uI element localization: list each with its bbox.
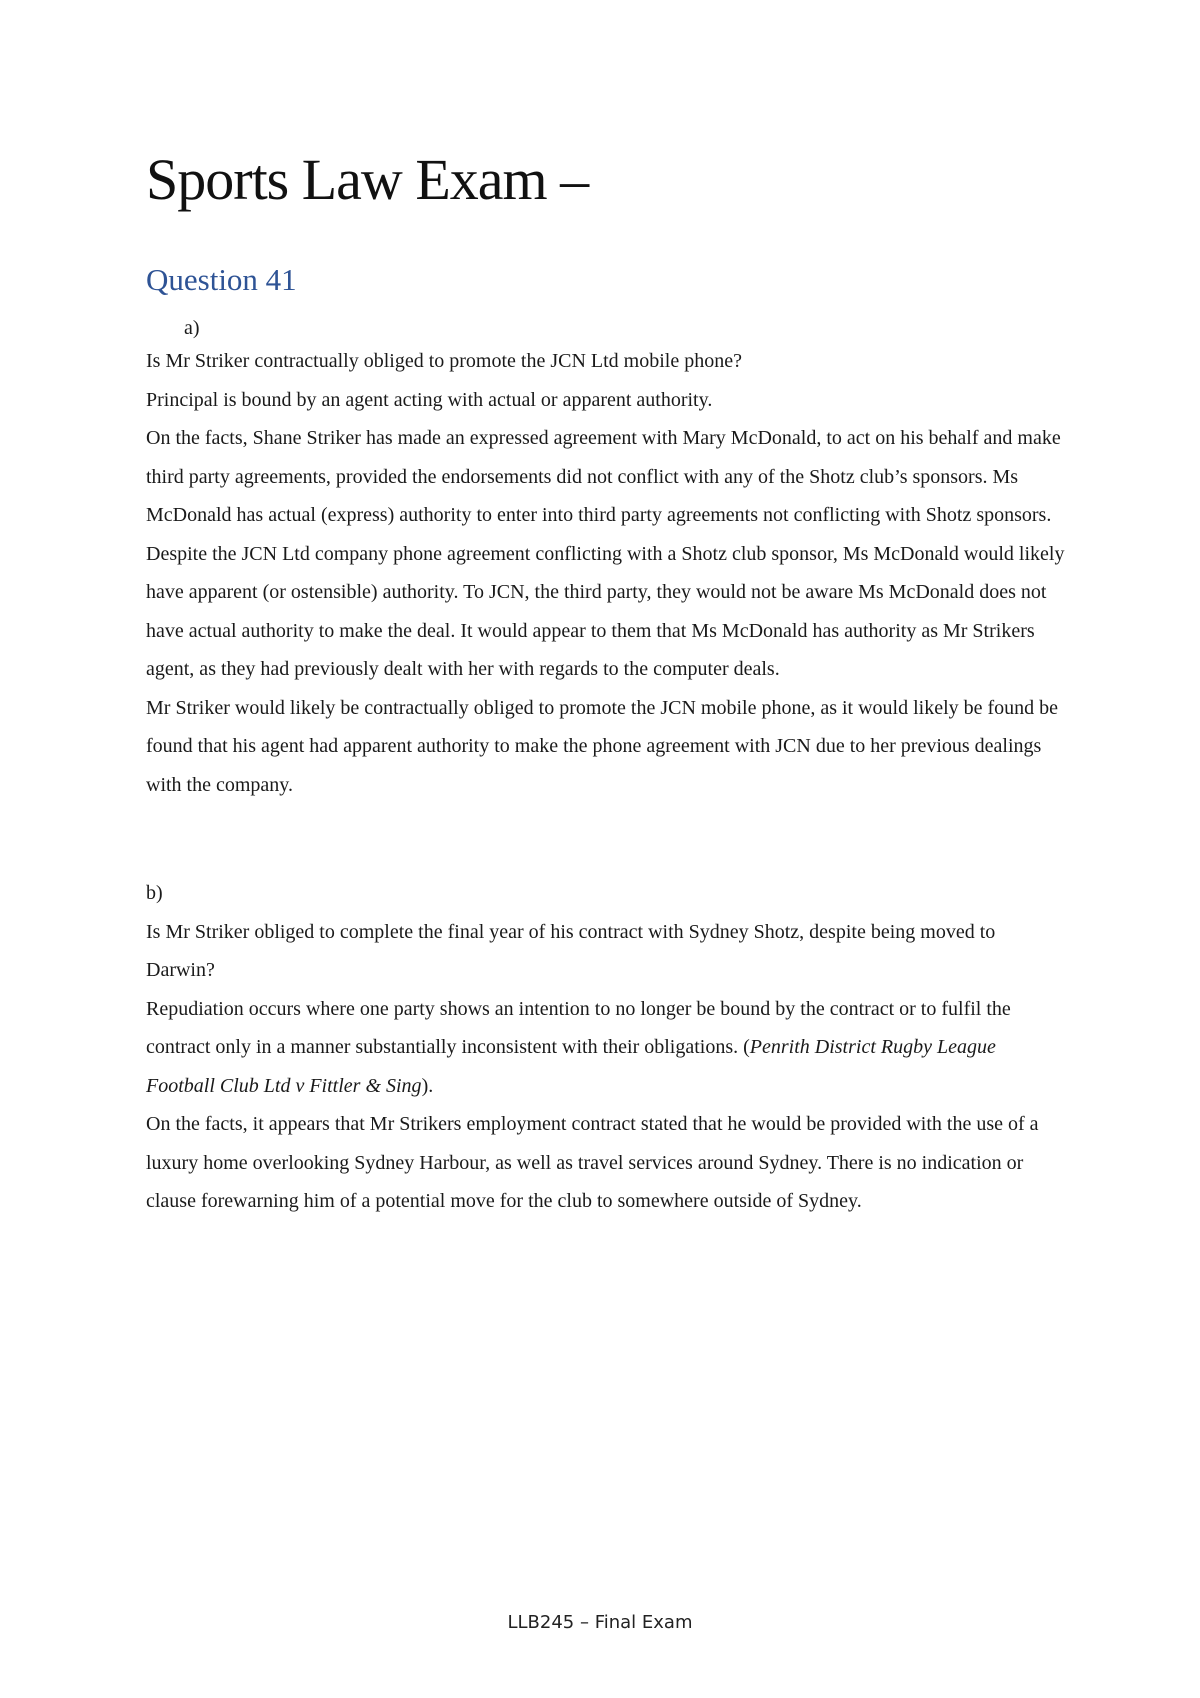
part-a-label: a)	[184, 317, 200, 339]
part-a-question: Is Mr Striker contractually obliged to promote the JCN Ltd mobile phone?	[146, 350, 742, 372]
part-b-repudiation	[146, 990, 1066, 1106]
repudiation-text: Repudiation occurs where one party shows an intention to no longer be bound by the contract or to fulfil the contract only in a manner substantially inconsistent with their obligations. (	[146, 997, 1011, 1058]
part-b-facts: On the facts, it appears that Mr Strikers employment contract stated that he would be provided with the use of a luxury home overlooking Sydney Harbour, as well as travel services around Sydney. There is no indication or clause forewarning him of a potential move for the club to somewhere outside of Sydney.	[146, 1113, 1039, 1212]
part-a-facts: On the facts, Shane Striker has made an expressed agreement with Mary McDonald, to act on his behalf and make third party agreements, provided the endorsements did not conflict with any of the Shotz club’s sponsors. Ms McDonald has actual (express) authority to enter into third party agreements not conflicting with Shotz sponsors.	[146, 427, 1061, 526]
question-heading: Question 41	[146, 262, 297, 297]
page-footer: LLB245 – Final Exam	[507, 1612, 693, 1633]
citation-close: ).	[421, 1074, 434, 1097]
part-b-question: Is Mr Striker obliged to complete the final year of his contract with Sydney Shotz, despite being moved to Darwin?	[146, 920, 996, 981]
case-citation: Penrith District Rugby League Football Club Ltd v Fittler & Sing	[146, 1036, 996, 1097]
part-b-label: b)	[146, 882, 163, 904]
part-a-conclusion: Mr Striker would likely be contractually obliged to promote the JCN mobile phone, as it would likely be found be found that his agent had apparent authority to make the phone agreement with JCN due to her previous dealings with the company.	[146, 696, 1059, 796]
part-a-apparent-authority: Despite the JCN Ltd company phone agreement conflicting with a Shotz club sponsor, Ms McDonald would likely have apparent (or ostensible) authority. To JCN, the third party, they would not be aware Ms McDonald does not have actual authority to make the deal. It would appear to them that Ms McDonald has authority as Mr Strikers agent, as they had previously dealt with her with regards to the computer deals.	[146, 542, 1065, 680]
document-body	[146, 140, 1066, 1221]
document-title: Sports Law Exam –	[146, 147, 589, 212]
part-a-principle: Principal is bound by an agent acting with actual or apparent authority.	[146, 388, 713, 411]
